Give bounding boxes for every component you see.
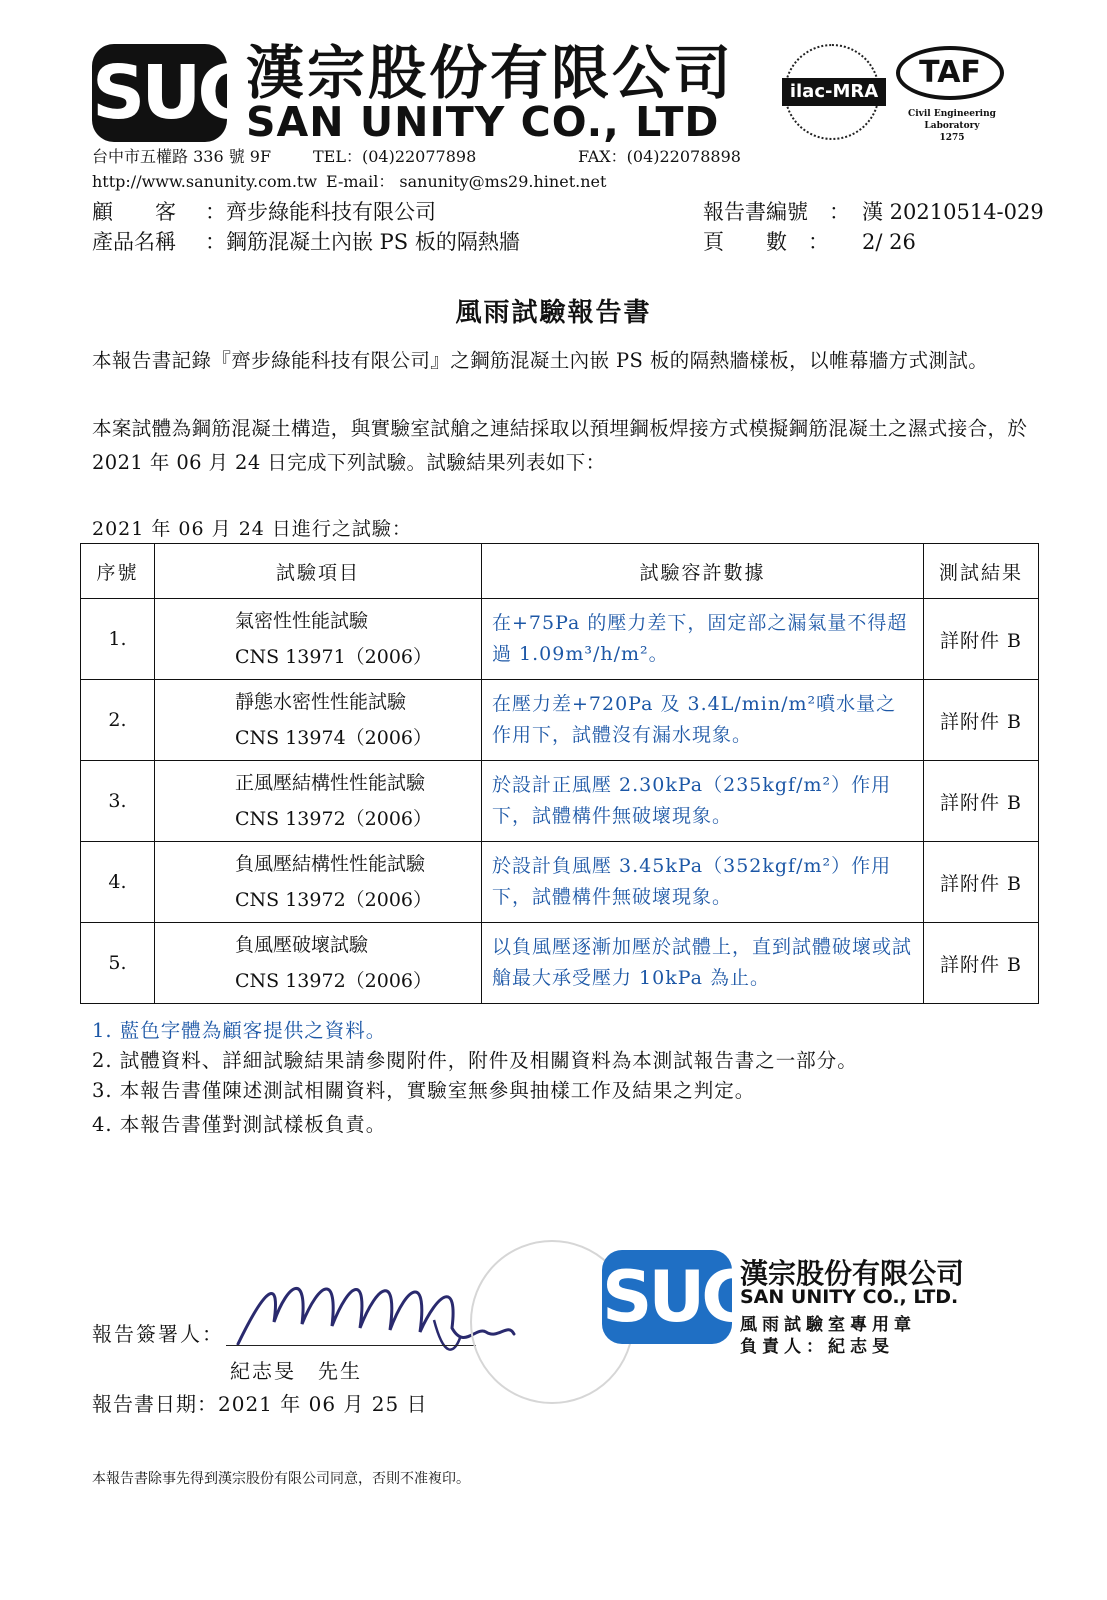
test-result: 詳附件 B: [924, 842, 1039, 923]
header-criteria: 試驗容許數據: [482, 544, 924, 599]
intro-paragraph-2: 本案試體為鋼筋混凝土構造，與實驗室試艙之連結採取以預埋鋼板焊接方式模擬鋼筋混凝土之濕式接合，於 2021 年 06 月 24 日完成下列試驗。試驗結果列表如下：: [92, 417, 1028, 474]
stamp-lab-line: 風雨試驗室專用章: [740, 1315, 916, 1335]
test-results-table: [80, 543, 1039, 1004]
note-4: 4. 本報告書僅對測試樣板負責。: [92, 1113, 387, 1136]
company-address: 台中市五權路 336 號 9F: [92, 147, 272, 166]
company-tel: TEL：(04)22077898: [313, 147, 477, 166]
stamp-logo: SUC: [602, 1250, 732, 1344]
product-label: 產品名稱: [92, 230, 176, 254]
report-number-label: 報告書編號 ：: [703, 200, 850, 224]
test-item-name: 氣密性性能試驗: [235, 610, 369, 632]
test-criteria: 於設計負風壓 3.45kPa（352kgf/m²）作用下，試體構件無破壞現象。: [482, 842, 924, 923]
test-date-caption: 2021 年 06 月 24 日進行之試驗：: [92, 518, 412, 540]
report-number-value: 漢 20210514-029: [862, 200, 1044, 224]
client-value: ：齊步綠能科技有限公司: [205, 200, 436, 224]
taf-line-2: Laboratory: [924, 121, 980, 131]
header-result: 測試結果: [924, 544, 1039, 599]
table-row: [81, 761, 1039, 842]
row-number: 1.: [81, 599, 155, 680]
page-count-value: 2/ 26: [862, 230, 916, 254]
stamp-company-english: SAN UNITY CO., LTD.: [740, 1286, 959, 1308]
test-item: [155, 599, 482, 680]
footer-notice: 本報告書除事先得到漢宗股份有限公司同意，否則不准複印。: [92, 1471, 470, 1487]
test-item-standard: CNS 13971（2006）: [235, 646, 433, 668]
row-number: 2.: [81, 680, 155, 761]
ilac-mra-label: ilac-MRA: [782, 78, 886, 106]
table-row: [81, 923, 1039, 1004]
test-criteria: 於設計正風壓 2.30kPa（235kgf/m²）作用下，試體構件無破壞現象。: [482, 761, 924, 842]
note-3: 3. 本報告書僅陳述測試相關資料，實驗室無參與抽樣工作及結果之判定。: [92, 1079, 756, 1102]
stamp-company-chinese: 漢宗股份有限公司: [740, 1257, 965, 1290]
table-header-row: [81, 544, 1039, 599]
test-item-name: 正風壓結構性性能試驗: [235, 772, 426, 794]
company-name-english: SAN UNITY CO., LTD: [246, 98, 720, 146]
report-title: 風雨試驗報告書: [455, 298, 652, 328]
note-1: 1. 藍色字體為顧客提供之資料。: [92, 1019, 387, 1042]
test-item-standard: CNS 13974（2006）: [235, 727, 433, 749]
header-test-item: 試驗項目: [155, 544, 482, 599]
test-item: [155, 761, 482, 842]
test-result: 詳附件 B: [924, 680, 1039, 761]
product-value: ：鋼筋混凝土內嵌 PS 板的隔熱牆: [205, 230, 520, 254]
test-item-name: 負風壓結構性性能試驗: [235, 853, 426, 875]
company-email: E-mail： sanunity@ms29.hinet.net: [326, 172, 607, 191]
stamp-person-line: 負責人：紀志旻: [740, 1337, 894, 1357]
client-label: 顧 客: [92, 200, 176, 224]
test-result: 詳附件 B: [924, 761, 1039, 842]
test-criteria: 在+75Pa 的壓力差下，固定部之漏氣量不得超過 1.09m³/h/m²。: [482, 599, 924, 680]
test-item-standard: CNS 13972（2006）: [235, 808, 433, 830]
table-row: [81, 599, 1039, 680]
test-criteria: 以負風壓逐漸加壓於試體上，直到試體破壞或試艙最大承受壓力 10kPa 為止。: [482, 923, 924, 1004]
company-logo: SUC: [92, 44, 227, 142]
taf-line-1: Civil Engineering: [908, 109, 996, 119]
test-item-name: 負風壓破壞試驗: [235, 934, 369, 956]
test-item-name: 靜態水密性性能試驗: [235, 691, 407, 713]
ilac-mra-logo: [784, 44, 880, 140]
header-seq: 序號: [81, 544, 155, 599]
note-2: 2. 試體資料、詳細試驗結果請參閱附件，附件及相關資料為本測試報告書之一部分。: [92, 1049, 858, 1072]
taf-logo: TAF: [896, 46, 1004, 100]
row-number: 5.: [81, 923, 155, 1004]
test-criteria: 在壓力差+720Pa 及 3.4L/min/m²噴水量之作用下，試體沒有漏水現象。: [482, 680, 924, 761]
company-fax: FAX：(04)22078898: [578, 147, 741, 166]
test-item: [155, 842, 482, 923]
test-item-standard: CNS 13972（2006）: [235, 889, 433, 911]
signature-line: [226, 1345, 476, 1346]
test-result: 詳附件 B: [924, 923, 1039, 1004]
row-number: 3.: [81, 761, 155, 842]
row-number: 4.: [81, 842, 155, 923]
test-item: [155, 923, 482, 1004]
test-item: [155, 680, 482, 761]
taf-number: 1275: [939, 133, 965, 143]
company-website: http://www.sanunity.com.tw: [92, 172, 318, 191]
report-date: 報告書日期：2021 年 06 月 25 日: [92, 1392, 428, 1416]
company-name-chinese: 漢宗股份有限公司: [246, 39, 735, 107]
signer-name: 紀志旻 先生: [230, 1359, 362, 1383]
signer-label: 報告簽署人：: [92, 1322, 224, 1346]
table-row: [81, 680, 1039, 761]
page-count-label: 頁 數 ：: [703, 230, 829, 254]
taf-caption: [900, 108, 1004, 144]
intro-paragraph-1: 本報告書記錄『齊步綠能科技有限公司』之鋼筋混凝土內嵌 PS 板的隔熱牆樣板，以帷幕牆方式測試。: [92, 349, 989, 372]
table-row: [81, 842, 1039, 923]
test-result: 詳附件 B: [924, 599, 1039, 680]
test-item-standard: CNS 13972（2006）: [235, 970, 433, 992]
